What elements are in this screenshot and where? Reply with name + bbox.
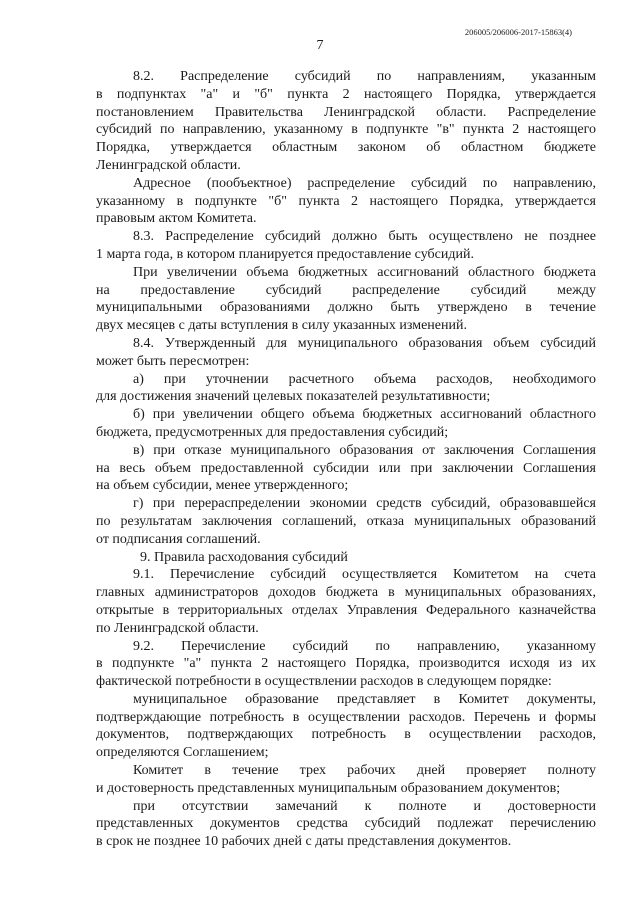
text-line: при отсутствии замечаний к полноте и достоверности <box>133 798 596 814</box>
text-line: Порядка, утверждается областным законом об областном бюджете <box>96 140 596 156</box>
text-line: 8.2. Распределение субсидий по направлениям, указанным <box>133 69 596 84</box>
text-line: для достижения значений целевых показателей результативности; <box>96 389 491 405</box>
text-line: 8.3. Распределение субсидий должно быть осуществлено не позднее <box>133 229 596 245</box>
text-line: 9.1. Перечисление субсидий осуществляется Комитетом на счета <box>133 567 596 583</box>
text-line: фактической потребности в осуществлении расходов в следующем порядке: <box>96 674 552 690</box>
text-line: двух месяцев с даты вступления в силу указанных изменений. <box>96 318 467 334</box>
text-line: При увеличении объема бюджетных ассигнований областного бюджета <box>133 264 596 280</box>
text-line: в) при отказе муниципального образования от заключения Соглашения <box>133 442 596 458</box>
text-line: 9.2. Перечисление субсидий по направлению, указанному <box>133 638 596 654</box>
text-line: бюджета, предусмотренных для предоставления субсидий; <box>96 424 449 440</box>
text-line: открытые в территориальных отделах Управления Федерального казначейства <box>96 602 596 618</box>
text-line: на объем субсидии, менее утвержденного; <box>96 478 349 494</box>
text-line: 1 марта года, в котором планируется предоставление субсидий. <box>96 246 474 262</box>
text-line: г) при перераспределении экономии средств субсидий, образовавшейся <box>133 496 596 512</box>
text-line: в срок не позднее 10 рабочих дней с даты представления документов. <box>96 834 512 850</box>
section-heading: 9. Правила расходования субсидий <box>140 549 348 565</box>
text-line: на весь объем предоставленной субсидии или при заключении Соглашения <box>96 460 596 476</box>
text-line: представленных документов средства субсидий подлежат перечислению <box>96 816 596 832</box>
text-line: 8.4. Утвержденный для муниципального образования объем субсидий <box>133 335 596 351</box>
text-line: а) при уточнении расчетного объема расходов, необходимого <box>133 371 596 387</box>
text-line: по результатам заключения соглашений, отказа муниципальных образований <box>96 513 596 529</box>
text-line: в подпунктах "а" и "б" пункта 2 настоящего Порядка, утверждается <box>96 86 596 102</box>
text-line: и достоверность представленных муниципальным образованием документов; <box>96 780 561 796</box>
text-line: правовым актом Комитета. <box>96 211 257 227</box>
text-line: может быть пересмотрен: <box>96 353 250 369</box>
text-line: указанному в подпункте "б" пункта 2 настоящего Порядка, утверждается <box>96 193 596 209</box>
text-line: в подпункте "а" пункта 2 настоящего Порядка, производится исходя из их <box>96 656 596 672</box>
text-line: Ленинградской области. <box>96 157 241 173</box>
text-line: главных администраторов доходов бюджета в муниципальных образованиях, <box>96 585 596 601</box>
text-line: от подписания соглашений. <box>96 531 261 547</box>
text-line: б) при увеличении общего объема бюджетных ассигнований областного <box>133 407 596 423</box>
document-id: 206005/206006-2017-15863(4) <box>464 27 572 37</box>
text-line: муниципальными образованиями должно быть утверждено в течение <box>96 300 596 316</box>
document-body <box>96 68 596 851</box>
text-line: подтверждающие потребность в осуществлении расходов. Перечень и формы <box>96 709 596 725</box>
text-line: муниципальное образование представляет в Комитет документы, <box>133 691 596 707</box>
text-line: по Ленинградской области. <box>96 620 259 636</box>
text-line: Комитет в течение трех рабочих дней проверяет полноту <box>133 763 596 779</box>
text-line: на предоставление субсидий распределение субсидий между <box>96 282 596 298</box>
page-number: 7 <box>316 38 324 53</box>
text-line: определяются Соглашением; <box>96 745 269 761</box>
text-line: документов, подтверждающих потребность в осуществлении расходов, <box>96 727 596 743</box>
text-line: субсидий по направлению, указанному в подпункте "в" пункта 2 настоящего <box>96 122 596 138</box>
text-line: постановлением Правительства Ленинградской области. Распределение <box>96 104 596 120</box>
text-line: Адресное (пообъектное) распределение субсидий по направлению, <box>133 175 596 191</box>
